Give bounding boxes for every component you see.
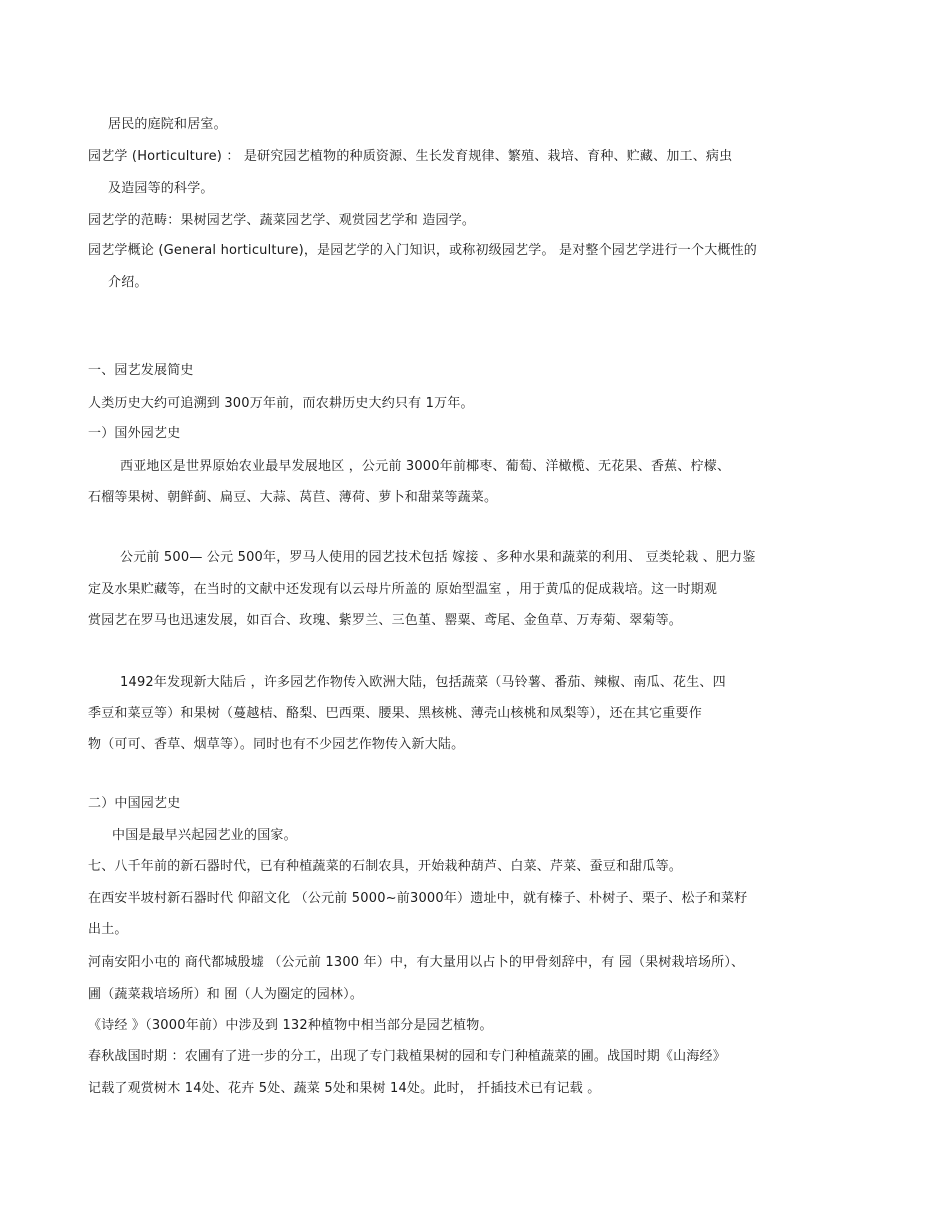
text-line: 季豆和菜豆等）和果树（蔓越桔、酪梨、巴西栗、腰果、黑核桃、薄壳山核桃和凤梨等），还在其它重要作	[88, 706, 702, 721]
text-line: 河南安阳小屯的 商代都城殷墟 （公元前 1300 年）中，有大量用以占卜的甲骨刻辞中，有 园（果树栽培场所）、	[88, 955, 745, 970]
text-line: 圃（蔬菜栽培场所）和 囿（人为圈定的园林）。	[88, 987, 364, 1002]
text-line: 园艺学 (Horticulture) ： 是研究园艺植物的种质资源、生长发育规律、繁殖、栽培、育种、贮藏、加工、病虫	[88, 149, 733, 164]
section-heading: 一、园艺发展简史	[88, 363, 194, 378]
text-line: 《诗经 》（3000年前）中涉及到 132种植物中相当部分是园艺植物。	[88, 1018, 493, 1033]
text-line: 介绍。	[108, 275, 148, 290]
text-line: 在西安半坡村新石器时代 仰韶文化 （公元前 5000~前3000年）遗址中，就有榛子、朴树子、栗子、松子和菜籽	[88, 891, 748, 906]
text-line: 记载了观赏树木 14处、花卉 5处、蔬菜 5处和果树 14处。此时， 扦插技术已有记载 。	[88, 1081, 601, 1096]
text-line: 石榴等果树、朝鲜蓟、扁豆、大蒜、莴苣、薄荷、萝卜和甜菜等蔬菜。	[88, 490, 498, 505]
text-line: 1492年发现新大陆后 ，许多园艺作物传入欧洲大陆，包括蔬菜（马铃薯、番茄、辣椒、南瓜、花生、四	[120, 675, 726, 690]
text-line: 赏园艺在罗马也迅速发展，如百合、玫瑰、紫罗兰、三色堇、罂粟、鸢尾、金鱼草、万寿菊、翠菊等。	[88, 613, 683, 628]
text-line: 中国是最早兴起园艺业的国家。	[112, 828, 297, 843]
text-line: 出土。	[88, 922, 128, 937]
text-line: 及造园等的科学。	[108, 181, 214, 196]
text-line: 园艺学的范畴：果树园艺学、蔬菜园艺学、观赏园艺学和 造园学。	[88, 213, 476, 228]
subsection-heading: 二）中国园艺史	[88, 796, 181, 811]
text-line: 公元前 500— 公元 500年，罗马人使用的园艺技术包括 嫁接 、多种水果和蔬菜的利用、 豆类轮栽 、肥力鉴	[120, 550, 756, 565]
subsection-heading: 一）国外园艺史	[88, 426, 181, 441]
text-line: 物（可可、香草、烟草等）。同时也有不少园艺作物传入新大陆。	[88, 737, 465, 752]
text-line: 西亚地区是世界原始农业最早发展地区 ，公元前 3000年前椰枣、葡萄、洋橄榄、无花果、香蕉、柠檬、	[120, 459, 731, 474]
text-line: 人类历史大约可追溯到 300万年前，而农耕历史大约只有 1万年。	[88, 396, 474, 411]
text-line: 园艺学概论 (General horticulture)，是园艺学的入门知识，或称初级园艺学。 是对整个园艺学进行一个大概性的	[88, 243, 758, 258]
text-line: 七、八千年前的新石器时代，已有种植蔬菜的石制农具，开始栽种葫芦、白菜、芹菜、蚕豆和甜瓜等。	[88, 859, 683, 874]
text-line: 定及水果贮藏等，在当时的文献中还发现有以云母片所盖的 原始型温室 ，用于黄瓜的促成栽培。这一时期观	[88, 582, 718, 597]
text-line: 居民的庭院和居室。	[108, 117, 227, 132]
text-line: 春秋战国时期 ：农圃有了进一步的分工，出现了专门栽植果树的园和专门种植蔬菜的圃。战国时期《山海经》	[88, 1049, 726, 1064]
